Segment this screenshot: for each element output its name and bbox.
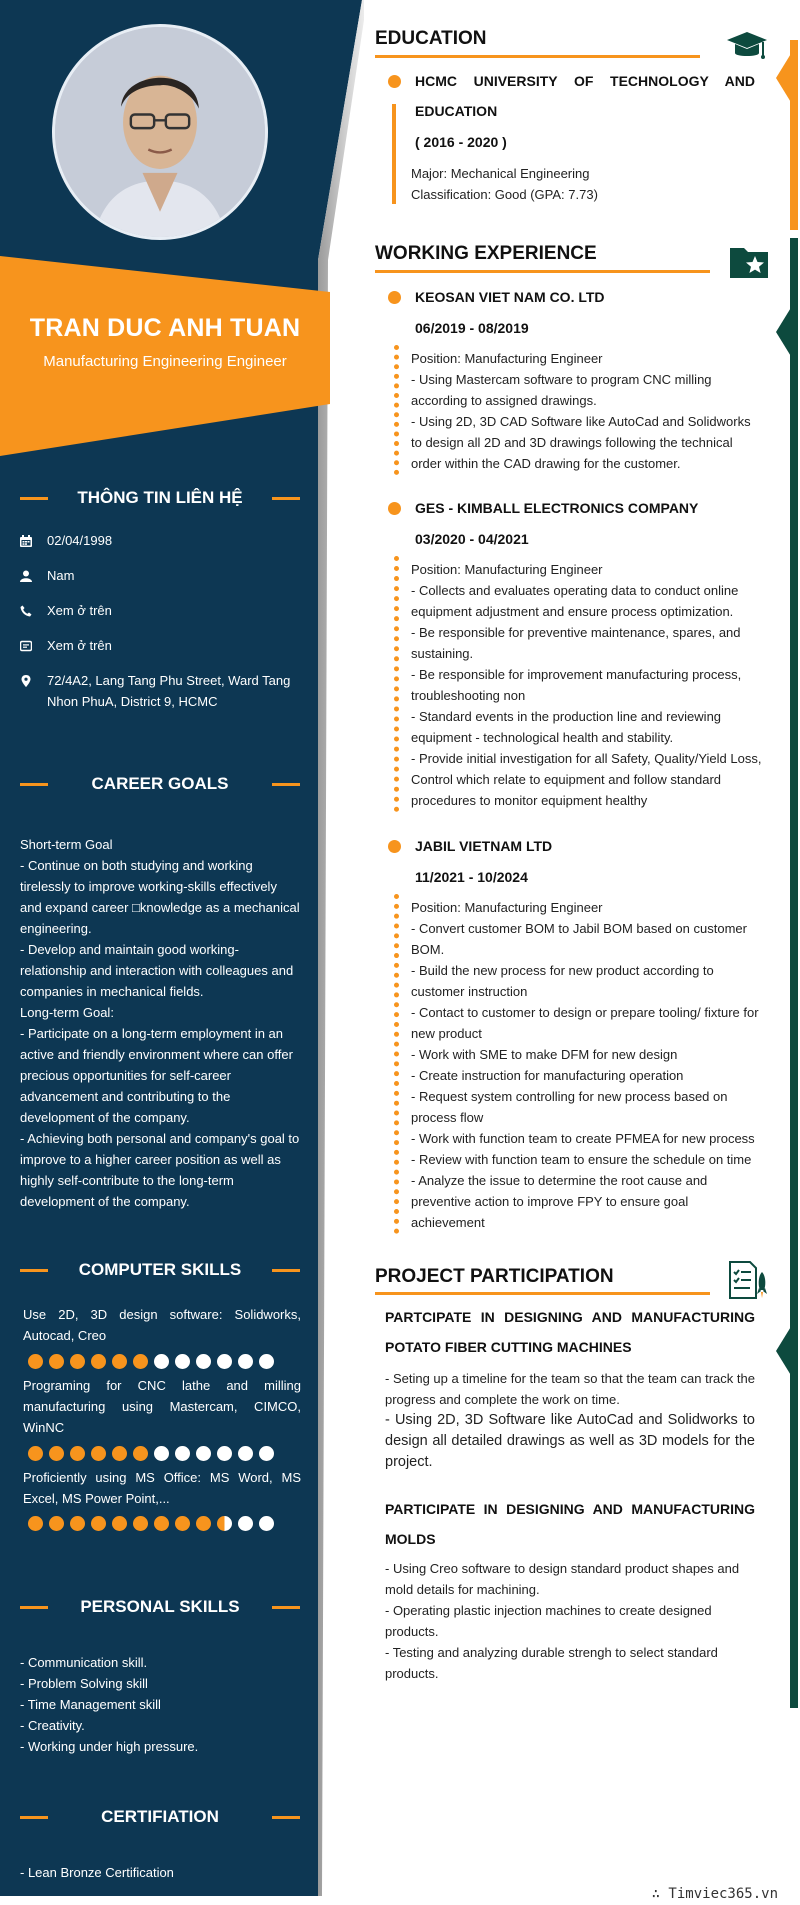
- job-line: - Provide initial investigation for all Safety, Quality/Yield Loss, Control which relate to equipment and follow standard procedures to monitor equipment healthy: [411, 751, 762, 808]
- star-folder-icon: [728, 240, 772, 284]
- project-line: - Testing and analyzing durable strengh to select standard products.: [385, 1645, 718, 1681]
- candidate-name: TRAN DUC ANH TUAN: [29, 314, 301, 342]
- career-goal-line: Short-term Goal: [20, 837, 113, 852]
- skill-level-dot: [175, 1354, 190, 1369]
- career-goals-heading: CAREER GOALS: [20, 772, 300, 796]
- job-line: - Work with function team to create PFMEA for new process: [411, 1131, 755, 1146]
- project-line: - Seting up a timeline for the team so that the team can track the progress and complete the work on time.: [385, 1371, 755, 1407]
- skill-level-dot: [28, 1516, 43, 1531]
- site-watermark: ∴ Timviec365.vn: [651, 1886, 778, 1902]
- job-line: - Contact to customer to design or prepare tooling/ fixture for new product: [411, 1005, 759, 1041]
- project-description: [385, 1368, 755, 1473]
- project-title: PARTICIPATE IN DESIGNING AND MANUFACTURING MOLDS: [385, 1501, 755, 1547]
- skill-level-dot: [217, 1446, 232, 1461]
- projects-rule: [375, 1292, 710, 1295]
- contact-gender: [20, 565, 310, 586]
- right-accent-arrow-dark: [776, 1325, 792, 1377]
- skill-level-dot: [28, 1354, 43, 1369]
- job-line: - Review with function team to ensure the schedule on time: [411, 1152, 752, 1167]
- candidate-job-title: Manufacturing Engineering Engineer: [43, 353, 287, 370]
- personal-skills-text: [20, 1652, 302, 1757]
- contact-email: [20, 635, 310, 656]
- skill-level-dot: [70, 1516, 85, 1531]
- calendar-icon: [20, 530, 47, 547]
- job-timeline: [394, 556, 399, 812]
- education-details: [411, 163, 763, 205]
- contact-heading: THÔNG TIN LIÊN HỆ: [20, 486, 300, 510]
- job-period: 03/2020 - 04/2021: [415, 531, 529, 547]
- skill-level-dot: [238, 1446, 253, 1461]
- skill-level-dot: [175, 1446, 190, 1461]
- job-line: Position: Manufacturing Engineer: [411, 351, 603, 366]
- skill-level-dot: [259, 1354, 274, 1369]
- skill-level-dot: [112, 1354, 127, 1369]
- skill-level-dot: [196, 1516, 211, 1531]
- skill-rating: [28, 1446, 274, 1461]
- computer-skill-text: Proficiently using MS Office: MS Word, MS Excel, MS Power Point,...: [23, 1470, 301, 1506]
- project-title: PARTCIPATE IN DESIGNING AND MANUFACTURING POTATO FIBER CUTTING MACHINES: [385, 1309, 755, 1355]
- email-value: Xem ở trên: [47, 638, 112, 653]
- skill-level-dot: [91, 1516, 106, 1531]
- skill-level-dot: [70, 1446, 85, 1461]
- certification-heading: CERTIFIATION: [20, 1805, 300, 1829]
- skill-level-dot: [133, 1354, 148, 1369]
- skill-level-dot: [133, 1516, 148, 1531]
- contact-address: [20, 670, 310, 712]
- skill-level-dot: [112, 1446, 127, 1461]
- job-line: - Analyze the issue to determine the root cause and preventive action to improve FPY to ensure goal achievement: [411, 1173, 708, 1230]
- company-name: GES - KIMBALL ELECTRONICS COMPANY: [415, 500, 699, 516]
- job-timeline: [394, 894, 399, 1234]
- project-description: [385, 1558, 755, 1684]
- phone-value: Xem ở trên: [47, 603, 112, 618]
- job-line: - Be responsible for improvement manufacturing process, troubleshooting non: [411, 667, 742, 703]
- education-timeline: [392, 104, 396, 204]
- right-accent-bar-dark: [790, 238, 798, 1708]
- skill-level-dot: [91, 1354, 106, 1369]
- email-icon: [20, 635, 47, 652]
- job-bullet: [388, 291, 401, 304]
- person-icon: [20, 565, 47, 582]
- skill-level-dot: [238, 1516, 253, 1531]
- skill-level-dot: [238, 1354, 253, 1369]
- skill-level-dot: [154, 1446, 169, 1461]
- skill-level-dot: [49, 1516, 64, 1531]
- skill-level-dot: [217, 1354, 232, 1369]
- skill-rating: [28, 1516, 274, 1531]
- computer-skill-text: Use 2D, 3D design software: Solidworks, Autocad, Creo: [23, 1307, 301, 1343]
- job-line: - Collects and evaluates operating data to conduct online equipment adjustment and ensure process optimization.: [411, 583, 739, 619]
- company-name: KEOSAN VIET NAM CO. LTD: [415, 289, 605, 305]
- skill-level-dot: [196, 1354, 211, 1369]
- company-name: JABIL VIETNAM LTD: [415, 838, 553, 854]
- skill-level-dot: [154, 1354, 169, 1369]
- job-line: - Request system controlling for new process based on process flow: [411, 1089, 728, 1125]
- school-name: HCMC UNIVERSITY OF TECHNOLOGY AND EDUCATION: [415, 73, 755, 119]
- job-line: - Using Mastercam software to program CNC milling according to assigned drawings.: [411, 372, 712, 408]
- skill-level-dot: [49, 1446, 64, 1461]
- career-goal-line: - Continue on both studying and working tirelessly to improve working-skills effectively and expand career □knowledge as a mechanical engineering.: [20, 858, 300, 936]
- career-goal-line: Long-term Goal:: [20, 1005, 114, 1020]
- career-goals-text: [20, 834, 302, 1212]
- skill-level-dot: [175, 1516, 190, 1531]
- job-line: - Work with SME to make DFM for new design: [411, 1047, 678, 1062]
- certification-line: - Lean Bronze Certification: [20, 1865, 174, 1880]
- education-bullet: [388, 75, 401, 88]
- career-goal-line: - Develop and maintain good working-relationship and interaction with colleagues and companies in mechanical fields.: [20, 942, 294, 999]
- projects-heading: PROJECT PARTICIPATION: [375, 1266, 614, 1287]
- skill-level-dot: [196, 1446, 211, 1461]
- education-detail-line: Major: Mechanical Engineering: [411, 166, 590, 181]
- personal-skill-line: - Problem Solving skill: [20, 1676, 148, 1691]
- computer-skill-text: Programing for CNC lathe and milling manufacturing using Mastercam, CIMCO, WinNC: [23, 1378, 301, 1435]
- computer-skills-heading: COMPUTER SKILLS: [20, 1258, 300, 1282]
- skill-level-dot: [154, 1516, 169, 1531]
- birthday-value: 02/04/1998: [47, 533, 113, 548]
- career-goal-line: - Achieving both personal and company's goal to improve to a higher career position as well as highly self-contribute to the long-term development of the company.: [20, 1131, 300, 1209]
- location-pin-icon: [20, 670, 47, 687]
- education-rule: [375, 55, 700, 58]
- skill-level-dot: [49, 1354, 64, 1369]
- skill-level-dot: [28, 1446, 43, 1461]
- person-photo-icon: [55, 27, 265, 237]
- right-accent-arrow-dark: [776, 306, 792, 358]
- project-line: - Using 2D, 3D Software like AutoCad and Solidworks to design all detailed drawings as well as 3D models for the project.: [385, 1412, 755, 1470]
- job-bullet: [388, 840, 401, 853]
- education-detail-line: Classification: Good (GPA: 7.73): [411, 187, 598, 202]
- right-accent-arrow: [776, 52, 792, 104]
- education-period: ( 2016 - 2020 ): [415, 134, 507, 150]
- profile-photo: [52, 24, 268, 240]
- skill-level-dot: [91, 1446, 106, 1461]
- education-heading: EDUCATION: [375, 28, 487, 49]
- job-line: - Build the new process for new product according to customer instruction: [411, 963, 714, 999]
- job-line: Position: Manufacturing Engineer: [411, 562, 603, 577]
- personal-skill-line: - Creativity.: [20, 1718, 85, 1733]
- skill-level-dot: [112, 1516, 127, 1531]
- skill-rating: [28, 1354, 274, 1369]
- job-line: - Using 2D, 3D CAD Software like AutoCad and Solidworks to design all 2D and 3D drawings following the technical order within the CAD drawing for the customer.: [411, 414, 751, 471]
- job-bullet: [388, 502, 401, 515]
- experience-heading: WORKING EXPERIENCE: [375, 243, 597, 264]
- skill-level-dot: [259, 1516, 274, 1531]
- job-description: [411, 559, 763, 811]
- job-timeline: [394, 345, 399, 475]
- experience-rule: [375, 270, 710, 273]
- skill-level-dot: [133, 1446, 148, 1461]
- job-line: - Standard events in the production line and reviewing equipment - technological health and stability.: [411, 709, 722, 745]
- project-line: - Operating plastic injection machines to create designed products.: [385, 1603, 712, 1639]
- sidebar-stripe: [318, 0, 364, 1896]
- job-line: - Convert customer BOM to Jabil BOM based on customer BOM.: [411, 921, 747, 957]
- skill-level-dot: [70, 1354, 85, 1369]
- job-line: - Create instruction for manufacturing operation: [411, 1068, 684, 1083]
- personal-skill-line: - Working under high pressure.: [20, 1739, 199, 1754]
- phone-icon: [20, 600, 47, 617]
- skill-level-dot: [217, 1516, 232, 1531]
- job-line: - Be responsible for preventive maintenance, spares, and sustaining.: [411, 625, 741, 661]
- job-period: 06/2019 - 08/2019: [415, 320, 529, 336]
- personal-skills-heading: PERSONAL SKILLS: [20, 1595, 300, 1619]
- checklist-rocket-icon: [726, 1258, 770, 1302]
- skill-level-dot: [259, 1446, 274, 1461]
- job-line: Position: Manufacturing Engineer: [411, 900, 603, 915]
- contact-birthday: [20, 530, 310, 551]
- graduation-cap-icon: [725, 26, 769, 70]
- personal-skill-line: - Communication skill.: [20, 1655, 148, 1670]
- contact-phone: [20, 600, 310, 621]
- job-description: [411, 897, 763, 1233]
- address-value: 72/4A2, Lang Tang Phu Street, Ward Tang Nhon PhuA, District 9, HCMC: [47, 673, 291, 709]
- career-goal-line: - Participate on a long-term employment in an active and friendly environment where can offer precious opportunities for self-career advancement and contributing to the development of the company.: [20, 1026, 293, 1125]
- project-line: - Using Creo software to design standard product shapes and mold details for machining.: [385, 1561, 740, 1597]
- personal-skill-line: - Time Management skill: [20, 1697, 161, 1712]
- certification-text: [20, 1862, 302, 1883]
- job-period: 11/2021 - 10/2024: [415, 869, 528, 885]
- job-description: [411, 348, 763, 474]
- gender-value: Nam: [47, 568, 75, 583]
